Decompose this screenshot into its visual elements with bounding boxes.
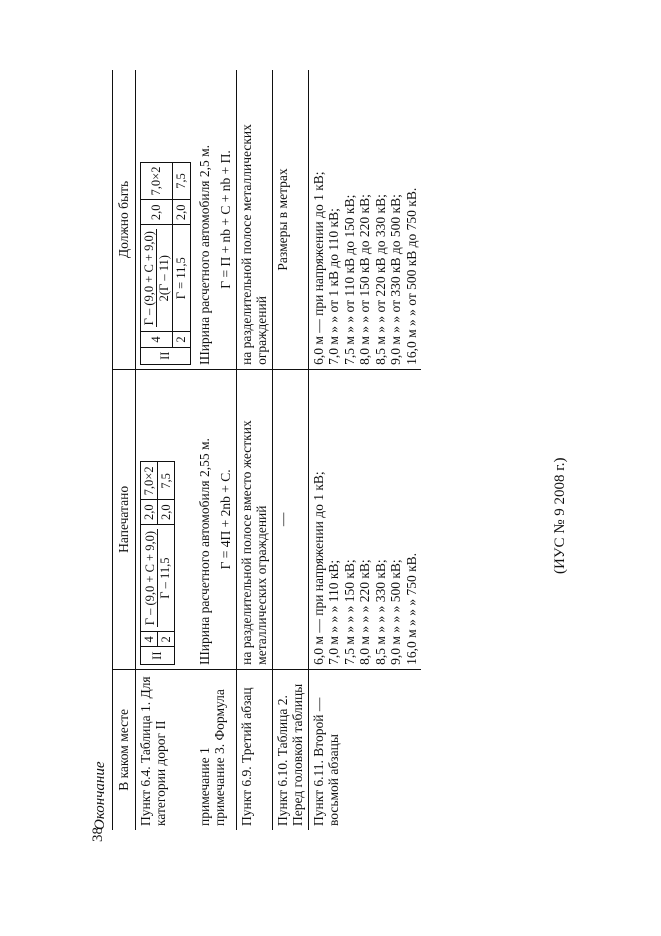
- value-cell: 7,0×2: [140, 462, 157, 500]
- table-row: [272, 70, 308, 830]
- table-row: [135, 70, 195, 830]
- fraction: Г – (9,0 + С + 9,0) 2(Г – 11): [141, 231, 171, 326]
- value-cell: 7,5: [173, 162, 190, 200]
- value-cell: 7,5: [157, 462, 174, 500]
- fraction: Г – (9,0 + С + 9,0) Г – 11,5: [142, 530, 172, 626]
- printed-cell: 6,0 м — при напряжении до 1 кВ; 7,0 м » » » 110 кВ; 7,5 м » » » 150 кВ; 8,0 м » » » 220 кВ; 8,5 м » » » 330 кВ; 9,0 м » » » 500 кВ; 16,0 м » » » 750 кВ.: [308, 369, 421, 669]
- should-cell: [135, 70, 195, 369]
- corrections-table: [112, 70, 421, 830]
- lanes-cell: 4: [140, 332, 173, 347]
- printed-mini-table: [140, 461, 176, 664]
- printed-cell: —: [272, 369, 308, 669]
- footer-note: (ИУС № 9 2008 г.): [552, 457, 568, 574]
- where-cell: примечание 1 примечание 3. Формула: [196, 689, 228, 826]
- formula-cell: [140, 225, 173, 332]
- formula-eq-cell: Г = 11,5: [173, 225, 190, 332]
- table-row: [308, 70, 421, 830]
- value-cell: 2,0: [140, 500, 157, 525]
- where-cell: Пункт 6.11. Второй — восьмой абзацы: [308, 669, 421, 830]
- category-cell: II: [140, 647, 175, 664]
- should-cell: Размеры в метрах: [272, 70, 308, 369]
- should-cell: Ширина расчетного автомобиля 2,5 м. Г = П + nb + С + nb + П.: [195, 70, 237, 369]
- where-cell: Пункт 6.10. Таблица 2. Перед головкой таблицы: [272, 669, 308, 830]
- continuation-label: Окончание: [92, 761, 108, 830]
- table-row: [195, 70, 237, 830]
- header-where: В каком месте: [113, 669, 136, 830]
- value-cell: 2,0: [157, 500, 174, 525]
- value-cell: 2,0: [173, 200, 190, 225]
- lanes-cell: 2: [173, 332, 190, 347]
- should-cell: 6,0 м — при напряжении до 1 кВ; 7,0 м » » от 1 кВ до 110 кВ; 7,5 м » » от 110 кВ до 150 кВ; 8,0 м » » от 150 кВ до 220 кВ; 8,5 м » » от 220 кВ до 330 кВ; 9,0 м » » от 330 кВ до 500 кВ; 16,0 м » » от 500 кВ до 750 кВ.: [308, 70, 421, 369]
- value-cell: 2,0: [140, 200, 173, 225]
- page-number: 38: [90, 827, 106, 842]
- header-should-be: Должно быть: [113, 70, 136, 369]
- table-header: [113, 70, 136, 830]
- value-cell: 7,0×2: [140, 162, 173, 200]
- printed-cell: Ширина расчетного автомобиля 2,55 м. Г = 4П + 2nb + С.: [195, 369, 237, 669]
- table-row: [236, 70, 272, 830]
- category-cell: II: [140, 347, 190, 364]
- rotated-content: [92, 70, 532, 830]
- where-cell: Пункт 6.4. Таблица 1. Для категории дорог II: [135, 669, 195, 830]
- lanes-cell: 2: [157, 632, 174, 647]
- lanes-cell: 4: [140, 632, 157, 647]
- should-mini-table: [140, 162, 191, 365]
- printed-cell: [135, 369, 195, 669]
- formula-cell: [140, 524, 175, 631]
- should-cell: на разделительной полосе металлических ограждений: [236, 70, 272, 369]
- where-cell: Пункт 6.9. Третий абзац: [236, 669, 272, 830]
- printed-cell: на разделительной полосе вместо жестких металлических ограждений: [236, 369, 272, 669]
- header-printed: Напечатано: [113, 369, 136, 669]
